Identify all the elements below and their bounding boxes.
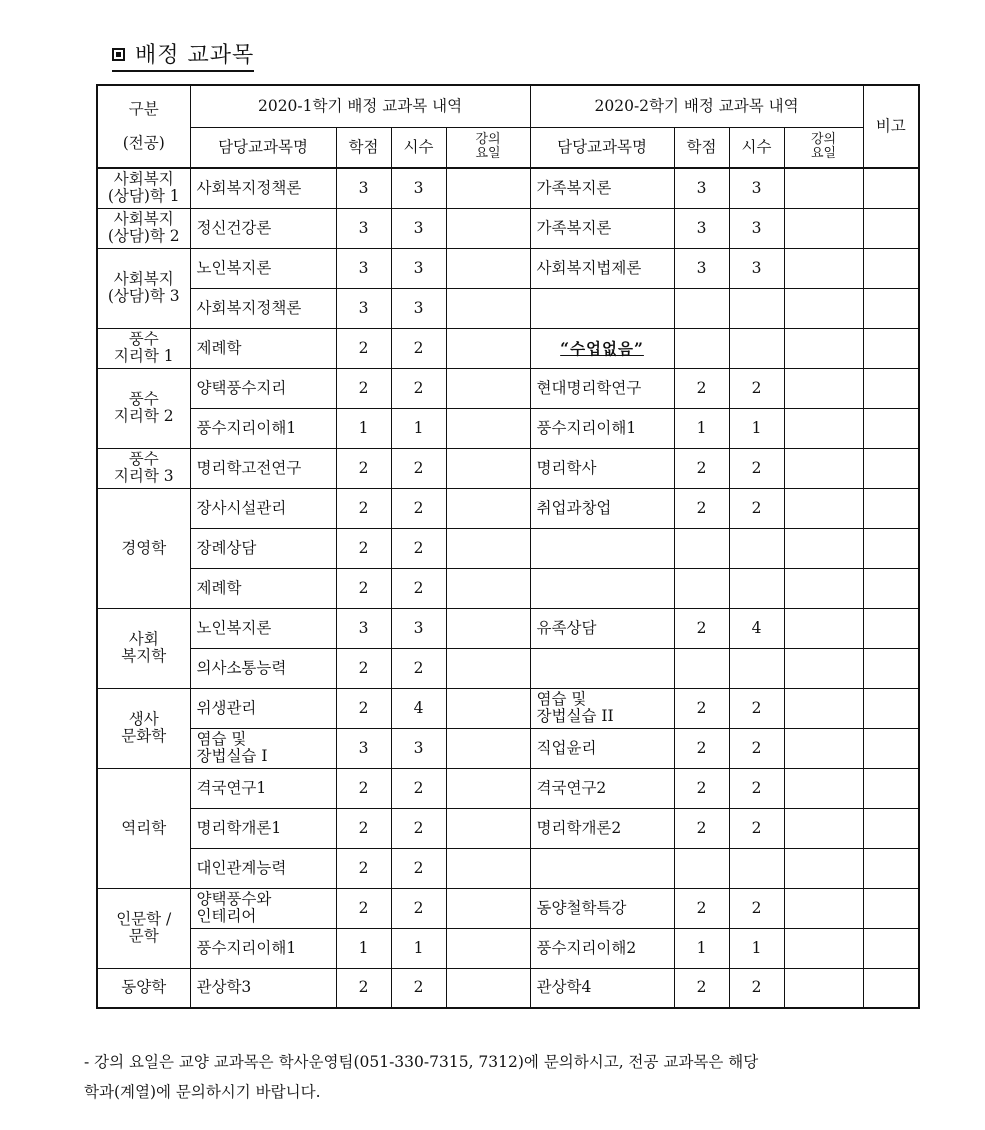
credit-cell: 2 [674,488,729,528]
credit-cell: 2 [336,768,391,808]
day-cell [446,328,530,368]
table-row [97,408,919,448]
subject-cell: 명리학고전연구 [190,448,336,488]
hours-cell: 2 [729,808,784,848]
table-row [97,688,919,728]
header-sem1: 2020-1학기 배정 교과목 내역 [190,85,530,127]
subject-cell: 양택풍수와 인테리어 [190,888,336,928]
remark-cell [863,688,919,728]
day-cell [446,208,530,248]
hours-cell: 1 [729,408,784,448]
day-cell [446,888,530,928]
day-cell [446,928,530,968]
subject-cell: 위생관리 [190,688,336,728]
credit-cell: 2 [336,568,391,608]
remark-cell [863,368,919,408]
credit-cell: 2 [674,448,729,488]
hours-cell: 3 [391,248,446,288]
subject-cell: 가족복지론 [530,168,674,208]
subject-cell: 장사시설관리 [190,488,336,528]
day-cell [784,168,863,208]
day-cell [446,608,530,648]
subject-cell [530,848,674,888]
day-cell [784,888,863,928]
header-day-2: 강의 요일 [784,127,863,168]
table-row [97,248,919,288]
header-category: 구분 (전공) [97,85,190,168]
credit-cell: 2 [674,768,729,808]
category-cell: 사회복지 (상담)학 1 [97,168,190,208]
category-cell: 생사 문화학 [97,688,190,768]
header-subject-2: 담당교과목명 [530,127,674,168]
hours-cell: 2 [391,648,446,688]
hours-cell: 2 [729,488,784,528]
remark-cell [863,248,919,288]
subject-cell: 대인관계능력 [190,848,336,888]
credit-cell [674,848,729,888]
category-cell: 경영학 [97,488,190,608]
table-row [97,768,919,808]
credit-cell: 3 [336,248,391,288]
table-row [97,608,919,648]
hours-cell [729,288,784,328]
credit-cell: 2 [336,448,391,488]
hours-cell: 2 [391,968,446,1008]
day-cell [446,288,530,328]
subject-cell: 격국연구2 [530,768,674,808]
remark-cell [863,448,919,488]
category-cell: 인문학 / 문학 [97,888,190,968]
credit-cell: 2 [336,528,391,568]
day-cell [784,808,863,848]
day-cell [446,448,530,488]
header-remark: 비고 [863,85,919,168]
day-cell [784,408,863,448]
day-cell [784,728,863,768]
remark-cell [863,208,919,248]
table-row [97,808,919,848]
hours-cell [729,648,784,688]
header-sem2: 2020-2학기 배정 교과목 내역 [530,85,863,127]
day-cell [446,768,530,808]
table-row [97,208,919,248]
day-cell [784,688,863,728]
day-cell [446,728,530,768]
hours-cell [729,848,784,888]
hours-cell [729,568,784,608]
table-row [97,448,919,488]
remark-cell [863,528,919,568]
remark-cell [863,408,919,448]
category-cell: 풍수 지리학 2 [97,368,190,448]
subject-cell: 명리학개론2 [530,808,674,848]
hours-cell: 1 [391,408,446,448]
day-cell [784,768,863,808]
credit-cell: 3 [336,288,391,328]
credit-cell: 2 [336,888,391,928]
table-row [97,568,919,608]
hours-cell: 2 [729,448,784,488]
category-cell: 풍수 지리학 1 [97,328,190,368]
credit-cell: 2 [674,688,729,728]
table-row [97,848,919,888]
table-row [97,288,919,328]
hours-cell: 2 [391,808,446,848]
table-row [97,648,919,688]
day-cell [446,248,530,288]
day-cell [784,368,863,408]
subject-cell: 정신건강론 [190,208,336,248]
subject-cell: 풍수지리이해1 [190,408,336,448]
hours-cell: 2 [391,568,446,608]
hours-cell: 2 [729,688,784,728]
subject-cell: 제례학 [190,568,336,608]
remark-cell [863,168,919,208]
header-row-1 [97,85,919,127]
day-cell [446,648,530,688]
hours-cell: 2 [729,368,784,408]
subject-cell: 관상학3 [190,968,336,1008]
credit-cell: 2 [336,688,391,728]
credit-cell: 3 [674,168,729,208]
day-cell [446,848,530,888]
credit-cell: 2 [336,968,391,1008]
credit-cell: 2 [674,888,729,928]
hours-cell: 3 [391,608,446,648]
day-cell [446,528,530,568]
table-row [97,368,919,408]
day-cell [446,808,530,848]
day-cell [784,288,863,328]
remark-cell [863,808,919,848]
category-cell: 사회복지 (상담)학 2 [97,208,190,248]
day-cell [784,248,863,288]
header-subject-1: 담당교과목명 [190,127,336,168]
credit-cell [674,288,729,328]
hours-cell: 1 [729,928,784,968]
hours-cell: 3 [729,168,784,208]
day-cell [446,688,530,728]
page-title: 배정 교과목 [112,38,254,72]
remark-cell [863,648,919,688]
subject-cell: 동양철학특강 [530,888,674,928]
subject-cell: 사회복지법제론 [530,248,674,288]
category-cell: 역리학 [97,768,190,888]
credit-cell: 1 [674,928,729,968]
hours-cell: 2 [391,888,446,928]
credit-cell: 2 [674,608,729,648]
hours-cell: 2 [391,368,446,408]
day-cell [784,648,863,688]
table-row [97,968,919,1008]
subject-cell: 유족상담 [530,608,674,648]
table-row [97,928,919,968]
credit-cell: 3 [674,248,729,288]
hours-cell: 3 [391,288,446,328]
subject-cell: 사회복지정책론 [190,288,336,328]
hours-cell: 4 [391,688,446,728]
remark-cell [863,928,919,968]
subject-cell: 현대명리학연구 [530,368,674,408]
no-class-notice: “수업없음” [530,328,674,368]
subject-cell: 노인복지론 [190,608,336,648]
category-cell: 동양학 [97,968,190,1008]
hours-cell: 2 [729,728,784,768]
day-cell [784,848,863,888]
credit-cell: 2 [336,808,391,848]
credit-cell: 2 [336,328,391,368]
subject-cell [530,288,674,328]
hours-cell: 3 [391,208,446,248]
remark-cell [863,488,919,528]
day-cell [784,968,863,1008]
subject-cell: 염습 및 장법실습 I [190,728,336,768]
hours-cell: 2 [391,848,446,888]
hours-cell: 1 [391,928,446,968]
day-cell [446,488,530,528]
remark-cell [863,568,919,608]
subject-cell: 장례상담 [190,528,336,568]
hours-cell [729,328,784,368]
subject-cell: 직업윤리 [530,728,674,768]
category-cell: 사회복지 (상담)학 3 [97,248,190,328]
credit-cell: 2 [336,488,391,528]
header-hours-1: 시수 [391,127,446,168]
credit-cell: 3 [336,208,391,248]
credit-cell: 2 [674,968,729,1008]
hours-cell: 3 [729,208,784,248]
header-day-1: 강의 요일 [446,127,530,168]
day-cell [446,568,530,608]
day-cell [784,568,863,608]
table-row [97,888,919,928]
credit-cell: 2 [674,808,729,848]
category-cell: 사회 복지학 [97,608,190,688]
day-cell [784,448,863,488]
subject-cell [530,568,674,608]
remark-cell [863,968,919,1008]
credit-cell: 3 [674,208,729,248]
day-cell [784,488,863,528]
remark-cell [863,768,919,808]
day-cell [446,168,530,208]
header-hours-2: 시수 [729,127,784,168]
subject-cell: 격국연구1 [190,768,336,808]
footnote-line-1: - 강의 요일은 교양 교과목은 학사운영팀(051-330-7315, 7312)에 문의하시고, 전공 교과목은 해당 [84,1053,759,1071]
subject-cell: 풍수지리이해1 [530,408,674,448]
hours-cell: 2 [729,968,784,1008]
credit-cell: 2 [336,648,391,688]
hours-cell: 2 [391,328,446,368]
day-cell [784,608,863,648]
footnote-line-2: 학과(계열)에 문의하시기 바랍니다. [84,1083,321,1101]
subject-cell: 풍수지리이해2 [530,928,674,968]
table-row [97,488,919,528]
credit-cell [674,568,729,608]
hours-cell: 2 [729,768,784,808]
hours-cell [729,528,784,568]
credit-cell: 1 [336,928,391,968]
credit-cell: 3 [336,608,391,648]
footnote [84,1047,904,1107]
subject-cell: 가족복지론 [530,208,674,248]
day-cell [446,968,530,1008]
day-cell [446,408,530,448]
subject-cell [530,528,674,568]
credit-cell [674,648,729,688]
subject-cell: 취업과창업 [530,488,674,528]
remark-cell [863,728,919,768]
subject-cell: 염습 및 장법실습 II [530,688,674,728]
course-table [96,84,920,1009]
subject-cell: 사회복지정책론 [190,168,336,208]
header-row-2 [97,127,919,168]
hours-cell: 2 [391,768,446,808]
credit-cell: 1 [336,408,391,448]
subject-cell: 의사소통능력 [190,648,336,688]
subject-cell: 양택풍수지리 [190,368,336,408]
credit-cell: 3 [336,728,391,768]
remark-cell [863,608,919,648]
hours-cell: 2 [391,448,446,488]
day-cell [784,528,863,568]
square-bullet-icon [112,48,125,61]
subject-cell: 명리학개론1 [190,808,336,848]
hours-cell: 2 [391,528,446,568]
credit-cell: 1 [674,408,729,448]
subject-cell: 제례학 [190,328,336,368]
table-row [97,528,919,568]
subject-cell: 풍수지리이해1 [190,928,336,968]
hours-cell: 3 [729,248,784,288]
subject-cell [530,648,674,688]
header-credit-2: 학점 [674,127,729,168]
credit-cell: 2 [336,368,391,408]
remark-cell [863,848,919,888]
subject-cell: 명리학사 [530,448,674,488]
day-cell [784,928,863,968]
credit-cell: 3 [336,168,391,208]
hours-cell: 2 [391,488,446,528]
table-row [97,168,919,208]
hours-cell: 2 [729,888,784,928]
header-credit-1: 학점 [336,127,391,168]
credit-cell [674,328,729,368]
day-cell [784,328,863,368]
remark-cell [863,288,919,328]
subject-cell: 관상학4 [530,968,674,1008]
table-row [97,728,919,768]
credit-cell: 2 [336,848,391,888]
table-row [97,328,919,368]
credit-cell: 2 [674,368,729,408]
credit-cell [674,528,729,568]
hours-cell: 3 [391,168,446,208]
remark-cell [863,328,919,368]
remark-cell [863,888,919,928]
credit-cell: 2 [674,728,729,768]
day-cell [446,368,530,408]
hours-cell: 3 [391,728,446,768]
day-cell [784,208,863,248]
subject-cell: 노인복지론 [190,248,336,288]
hours-cell: 4 [729,608,784,648]
category-cell: 풍수 지리학 3 [97,448,190,488]
